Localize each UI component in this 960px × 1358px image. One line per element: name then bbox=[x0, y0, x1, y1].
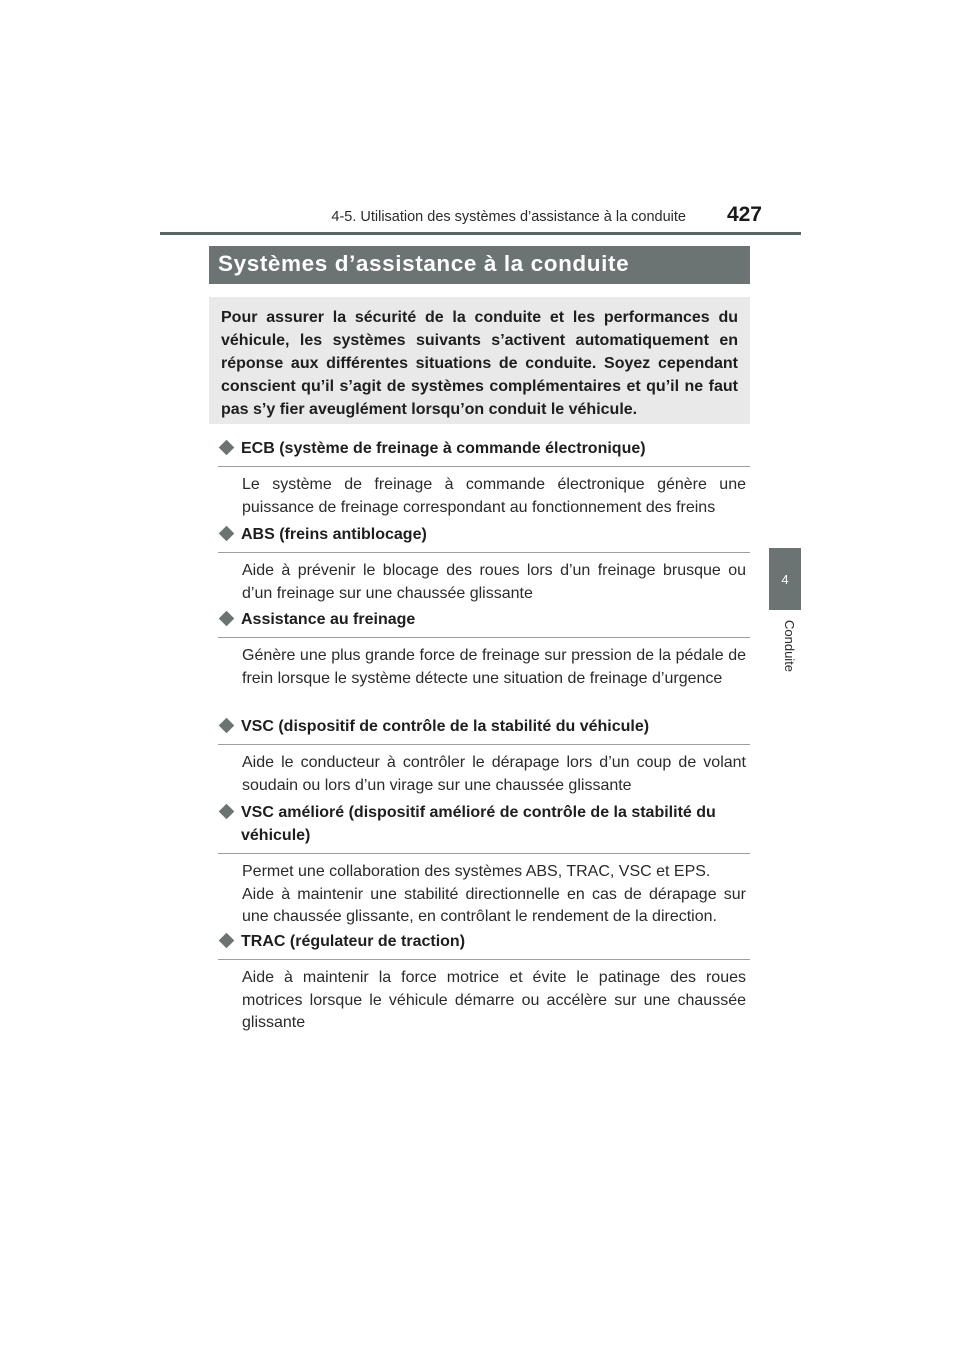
section-paragraph: Aide le conducteur à contrôler le dérapage lors d’un coup de volant soudain ou lors d’un virage sur une chaussée glissante bbox=[242, 754, 746, 794]
section-heading bbox=[218, 715, 750, 745]
chapter-tab bbox=[769, 548, 801, 610]
section-title: ECB (système de freinage à commande électronique) bbox=[241, 440, 646, 457]
section-body bbox=[218, 645, 746, 690]
header-divider bbox=[160, 232, 801, 235]
section-body bbox=[218, 560, 746, 605]
page-title: Systèmes d’assistance à la conduite bbox=[218, 251, 630, 276]
section-body bbox=[218, 752, 746, 797]
section-body bbox=[218, 967, 746, 1035]
page-number: 427 bbox=[726, 203, 762, 226]
header-section-title: 4-5. Utilisation des systèmes d’assistance à la conduite bbox=[331, 209, 686, 225]
intro-text: Pour assurer la sécurité de la conduite et les performances du véhicule, les systèmes suivants s’activent automatiquement en réponse aux différentes situations de conduite. Soyez cependant conscient qu’il s’agit de systèmes complémentaires et qu’il ne faut pas s’y fier aveuglément lorsqu’on conduit le véhicule. bbox=[221, 309, 738, 418]
section-paragraph: Génère une plus grande force de freinage sur pression de la pédale de frein lorsque le système détecte une situation de freinage d’urgence bbox=[242, 647, 746, 687]
intro-box bbox=[209, 297, 750, 424]
section-ecb bbox=[218, 437, 750, 519]
section-vsc bbox=[218, 715, 750, 797]
diamond-bullet-icon bbox=[219, 804, 235, 820]
section-title: ABS (freins antiblocage) bbox=[241, 526, 427, 543]
section-title: VSC amélioré (dispositif amélioré de contrôle de la stabilité du véhicule) bbox=[241, 804, 716, 844]
section-paragraph: Aide à maintenir la force motrice et évite le patinage des roues motrices lorsque le véhicule démarre ou accélère sur une chaussée glissante bbox=[242, 969, 746, 1031]
section-heading bbox=[218, 523, 750, 553]
diamond-bullet-icon bbox=[219, 933, 235, 949]
section-heading bbox=[218, 801, 750, 854]
section-title: TRAC (régulateur de traction) bbox=[241, 933, 466, 950]
section-trac bbox=[218, 930, 750, 1035]
diamond-bullet-icon bbox=[219, 440, 235, 456]
section-paragraph: Le système de freinage à commande électronique génère une puissance de freinage correspondant au fonctionnement des freins bbox=[242, 476, 746, 516]
section-paragraph: Aide à prévenir le blocage des roues lors d’un freinage brusque ou d’un freinage sur une chaussée glissante bbox=[242, 562, 746, 602]
section-heading bbox=[218, 437, 750, 467]
section-title: VSC (dispositif de contrôle de la stabilité du véhicule) bbox=[241, 718, 650, 735]
section-brake-assist bbox=[218, 608, 750, 690]
section-abs bbox=[218, 523, 750, 605]
section-body bbox=[218, 474, 746, 519]
section-enhanced-vsc bbox=[218, 801, 750, 929]
diamond-bullet-icon bbox=[219, 611, 235, 627]
chapter-label: Conduite bbox=[782, 620, 797, 673]
section-paragraph: Permet une collaboration des systèmes ABS, TRAC, VSC et EPS. bbox=[242, 863, 711, 880]
chapter-number: 4 bbox=[781, 571, 789, 587]
diamond-bullet-icon bbox=[219, 526, 235, 542]
section-heading bbox=[218, 930, 750, 960]
section-title: Assistance au freinage bbox=[241, 611, 416, 628]
page-title-bar bbox=[209, 246, 750, 284]
section-body bbox=[218, 861, 746, 929]
section-heading bbox=[218, 608, 750, 638]
section-paragraph: Aide à maintenir une stabilité directionnelle en cas de dérapage sur une chaussée glissante, en contrôlant le rendement de la direction. bbox=[242, 885, 746, 925]
diamond-bullet-icon bbox=[219, 718, 235, 734]
